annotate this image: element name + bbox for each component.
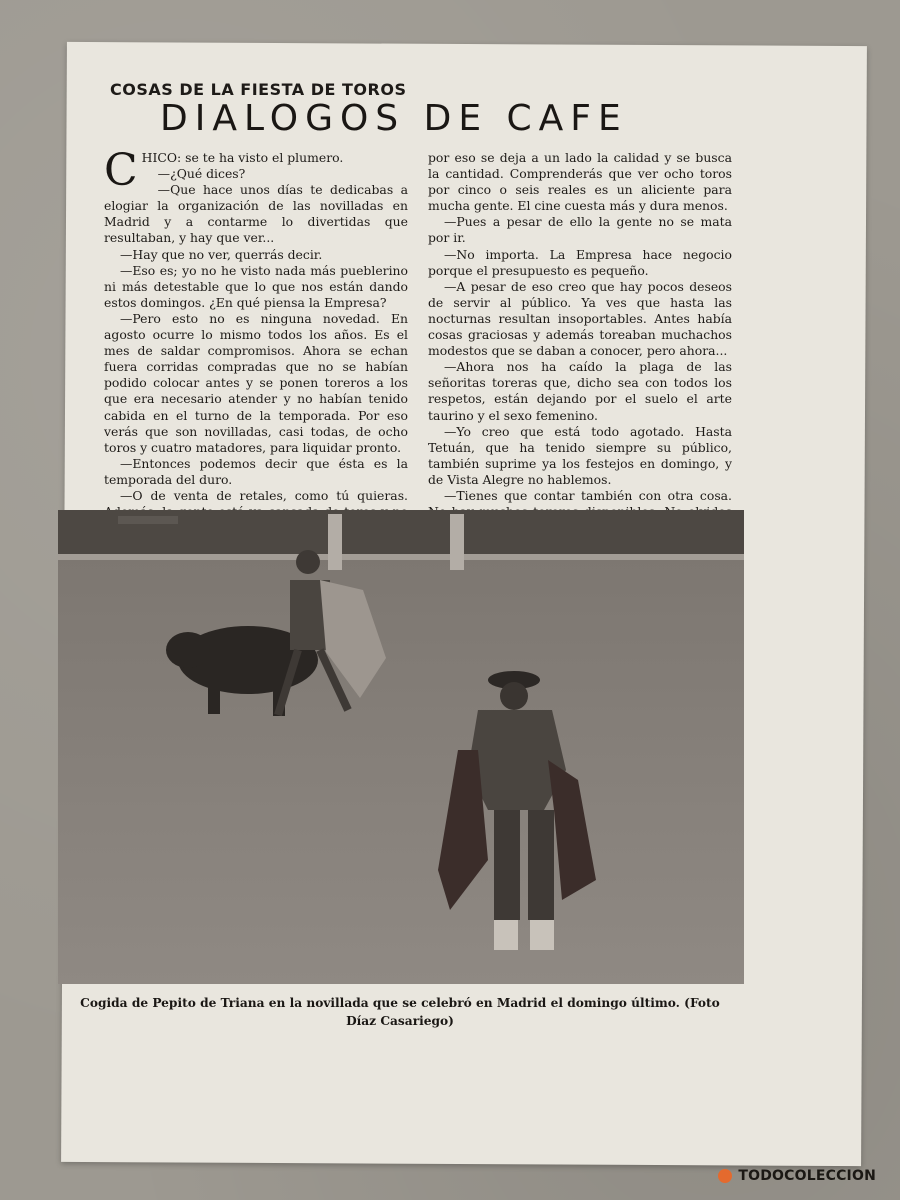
drop-cap: C — [104, 145, 138, 196]
paragraph: —Pero esto no es ninguna novedad. En agosto ocurre lo mismo todos los años. Es el mes de saldar compromisos. Ahora se echan fuera corridas compradas que no se habían podido colocar antes y se ponen toreros a los que era necesario atender y no habían tenido cabida en el turno de la temporada. Por eso verás que son novilladas, casi todas, de ocho toros y cuatro matadores, para liquidar pronto. — [104, 310, 408, 455]
barrier-rail — [58, 554, 744, 560]
paragraph: —O de venta de retales, como tú quieras. — [120, 487, 408, 503]
paragraph: —Entonces podemos decir que ésta es la temporada del duro. — [104, 455, 408, 487]
barrier-post — [450, 514, 464, 570]
paragraph: —Tienes que contar también con otra cosa. — [444, 487, 732, 503]
section-kicker: COSAS DE LA FIESTA DE TOROS — [110, 80, 407, 99]
paragraph: —Pues a pesar de ello la gente no se mata por ir. — [428, 214, 732, 246]
paragraph: —A pesar de eso creo que hay pocos deseos de servir al público. Ya ves que hasta las nocturnas resultan insoportables. Antes había cosas graciosas y además toreaban muchachos modestos que se daban a conocer, pero ahora... — [428, 278, 732, 359]
arena-sand — [58, 510, 744, 984]
watermark-logo-icon — [718, 1169, 732, 1183]
paragraph: —Hay que no ver, querrás decir. — [120, 246, 323, 262]
paragraph: —No importa. La Empresa hace negocio porque el presupuesto es pequeño. — [428, 246, 732, 278]
text-column-right — [428, 150, 732, 536]
text-column-left — [104, 145, 408, 536]
paragraph: por eso se deja a un lado la calidad y se busca la cantidad. Comprenderás que ver ocho toros por cinco o seis reales es un aliciente para mucha gente. El cine cuesta más y dura menos. — [428, 150, 732, 214]
paragraph: —Que hace unos días te dedicabas a elogiar la organización de las novilladas en Madrid y a contarme lo divertidas que resultaban, y hay que ver... — [104, 182, 408, 246]
watermark-text: TODOCOLECCION — [738, 1168, 876, 1184]
paragraph: CHICO: se te ha visto el plumero. — [104, 145, 344, 196]
paragraph: —Eso es; yo no he visto nada más pueblerino ni más detestable que lo que nos están dando estos domingos. ¿En qué piensa la Empresa? — [104, 262, 408, 310]
barrier-sign — [118, 516, 178, 524]
photo-caption: Cogida de Pepito de Triana en la novillada que se celebró en Madrid el domingo último. (Foto Díaz Casariego) — [80, 996, 720, 1028]
bullfight-illustration — [58, 510, 744, 984]
article-body — [104, 145, 732, 506]
paragraph: —Yo creo que está todo agotado. Hasta Tetuán, que ha tenido siempre su público, también suprime ya los festejos en domingo, y de Vista Alegre no hablemos. — [428, 423, 732, 487]
barrier-post — [328, 514, 342, 570]
paragraph: —Ahora nos ha caído la plaga de las señoritas toreras que, dicho sea con todos los respetos, están dejando por el suelo el arte taurino y el sexo femenino. — [428, 359, 732, 423]
article-title: DIALOGOS DE CAFE — [160, 98, 628, 139]
watermark — [718, 1168, 876, 1184]
paragraph: —¿Qué dices? — [157, 166, 246, 182]
bullfight-photo — [58, 510, 744, 984]
